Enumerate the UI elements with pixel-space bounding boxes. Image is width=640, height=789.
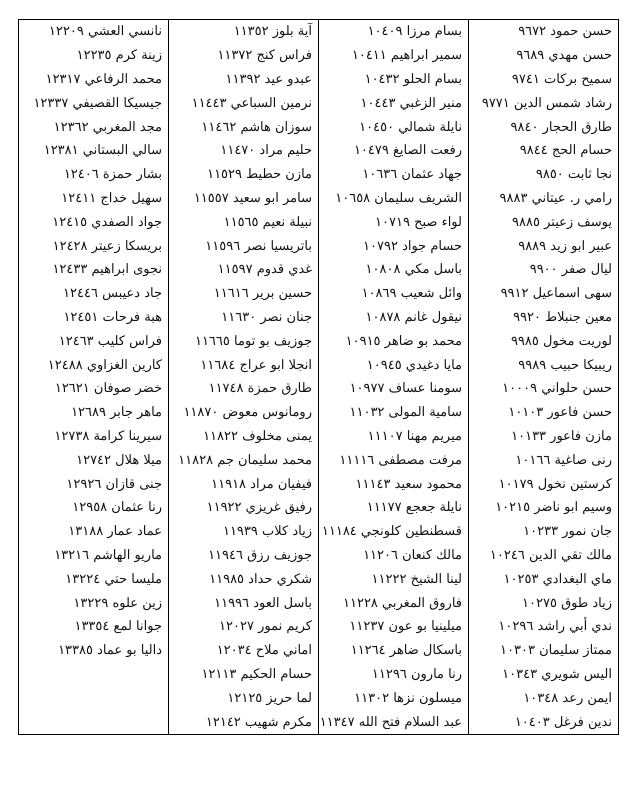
- entry-cell: ميلا هلال ١٢٧٤٢: [19, 448, 169, 472]
- entry-cell: حسن مهدي ٩٦٨٩: [469, 44, 619, 68]
- entry-cell: زينة كرم ١٢٢٣٥: [19, 44, 169, 68]
- table-row: [19, 68, 619, 92]
- table-row: [19, 91, 619, 115]
- entry-cell: سمير ابراهيم ١٠٤١١: [319, 44, 469, 68]
- entry-cell: لما حريز ١٢١٢٥: [169, 686, 319, 710]
- entry-cell: كرستين نخول ١٠١٧٩: [469, 472, 619, 496]
- table-row: [19, 472, 619, 496]
- entry-cell: عبير ابو زيد ٩٨٨٩: [469, 234, 619, 258]
- entry-cell: وائل شعيب ١٠٨٦٩: [319, 282, 469, 306]
- entry-cell: بشار حمزة ١٢٤٠٦: [19, 163, 169, 187]
- table-row: [19, 615, 619, 639]
- entry-cell: الشريف سليمان ١٠٦٥٨: [319, 187, 469, 211]
- entry-cell: باسكال ضاهر ١١٢٦٤: [319, 639, 469, 663]
- table-row: [19, 44, 619, 68]
- table-row: [19, 710, 619, 734]
- name-number-table: [18, 19, 619, 735]
- entry-cell: ممتاز سليمان ١٠٣٠٣: [469, 639, 619, 663]
- entry-cell: مليسا حتي ١٣٢٢٤: [19, 567, 169, 591]
- entry-cell: جاد دعيبس ١٢٤٤٦: [19, 282, 169, 306]
- entry-cell: نجوى ابراهيم ١٢٤٣٣: [19, 258, 169, 282]
- entry-cell: ندين فرغل ١٠٤٠٣: [469, 710, 619, 734]
- entry-cell: رنا عثمان ١٢٩٥٨: [19, 496, 169, 520]
- entry-cell: مالك كنعان ١١٢٠٦: [319, 544, 469, 568]
- entry-cell: خضر صوفان ١٢٦٢١: [19, 377, 169, 401]
- entry-cell: بريسكا زعيتر ١٢٤٢٨: [19, 234, 169, 258]
- entry-cell: شكري حداد ١١٩٨٥: [169, 567, 319, 591]
- entry-cell: فراس كنج ١١٣٧٢: [169, 44, 319, 68]
- entry-cell: رفعت الصايغ ١٠٤٧٩: [319, 139, 469, 163]
- entry-cell: مازن فاعور ١٠١٣٣: [469, 425, 619, 449]
- entry-cell: زين علوه ١٣٢٢٩: [19, 591, 169, 615]
- entry-cell: مايا دغيدي ١٠٩٤٥: [319, 353, 469, 377]
- table-row: [19, 591, 619, 615]
- entry-cell: ميلينيا بو عون ١١٢٣٧: [319, 615, 469, 639]
- entry-cell: محمد الرفاعي ١٢٣١٧: [19, 68, 169, 92]
- entry-cell: جنان نصر ١١٦٣٠: [169, 306, 319, 330]
- entry-cell: نبيلة نعيم ١١٥٦٥: [169, 210, 319, 234]
- entry-cell: ليال صفر ٩٩٠٠: [469, 258, 619, 282]
- entry-cell: سومنا عساف ١٠٩٧٧: [319, 377, 469, 401]
- entry-cell: رامي ر. عيتاني ٩٨٨٣: [469, 187, 619, 211]
- entry-cell: باسل العود ١١٩٩٦: [169, 591, 319, 615]
- entry-cell: رفيق غريزي ١١٩٢٢: [169, 496, 319, 520]
- table-row: [19, 329, 619, 353]
- entry-cell: وسيم ابو ناضر ١٠٢١٥: [469, 496, 619, 520]
- table-row: [19, 282, 619, 306]
- entry-cell: ايمن رعد ١٠٣٤٨: [469, 686, 619, 710]
- entry-cell: حسن حمود ٩٦٧٢: [469, 20, 619, 44]
- entry-cell: ماهر جابر ١٢٦٨٩: [19, 401, 169, 425]
- entry-cell: نايلة جعجع ١١١٧٧: [319, 496, 469, 520]
- entry-cell: نجا ثابت ٩٨٥٠: [469, 163, 619, 187]
- entry-cell: جواد الصفدي ١٢٤١٥: [19, 210, 169, 234]
- table-row: [19, 377, 619, 401]
- entry-cell: مالك تقي الدين ١٠٢٤٦: [469, 544, 619, 568]
- entry-cell: منير الزغبي ١٠٤٤٣: [319, 91, 469, 115]
- entry-cell: محمود سعيد ١١١٤٣: [319, 472, 469, 496]
- entry-cell: معين جنبلاط ٩٩٢٠: [469, 306, 619, 330]
- entry-cell: [19, 686, 169, 710]
- entry-cell: جان نمور ١٠٢٣٣: [469, 520, 619, 544]
- entry-cell: سامر ابو سعيد ١١٥٥٧: [169, 187, 319, 211]
- entry-cell: سوزان هاشم ١١٤٦٢: [169, 115, 319, 139]
- entry-cell: مازن حطيط ١١٥٢٩: [169, 163, 319, 187]
- table-row: [19, 115, 619, 139]
- entry-cell: ميريم مهنا ١١١٠٧: [319, 425, 469, 449]
- entry-cell: فاروق المغربي ١١٢٢٨: [319, 591, 469, 615]
- entry-cell: حسن فاعور ١٠١٠٣: [469, 401, 619, 425]
- entry-cell: عماد عمار ١٣١٨٨: [19, 520, 169, 544]
- entry-cell: عبد السلام فتح الله ١١٣٤٧: [319, 710, 469, 734]
- entry-cell: سهيل خداج ١٢٤١١: [19, 187, 169, 211]
- entry-cell: رشاد شمس الدين ٩٧٧١: [469, 91, 619, 115]
- entry-cell: جوزيف رزق ١١٩٤٦: [169, 544, 319, 568]
- table-row: [19, 520, 619, 544]
- entry-cell: آية بلوز ١١٣٥٢: [169, 20, 319, 44]
- table-row: [19, 425, 619, 449]
- entry-cell: سالي البستاني ١٢٣٨١: [19, 139, 169, 163]
- entry-cell: نرمين السباعي ١١٤٤٣: [169, 91, 319, 115]
- entry-cell: باتريسيا نصر ١١٥٩٦: [169, 234, 319, 258]
- entry-cell: مكرم شهيب ١٢١٤٢: [169, 710, 319, 734]
- entry-cell: لينا الشيخ ١١٢٢٢: [319, 567, 469, 591]
- table-row: [19, 686, 619, 710]
- table-row: [19, 663, 619, 687]
- table-row: [19, 448, 619, 472]
- entry-cell: ماريو الهاشم ١٣٢١٦: [19, 544, 169, 568]
- table-row: [19, 401, 619, 425]
- entry-cell: لوريت مخول ٩٩٨٥: [469, 329, 619, 353]
- entry-cell: حسام الحج ٩٨٤٤: [469, 139, 619, 163]
- entry-cell: سهى اسماعيل ٩٩١٢: [469, 282, 619, 306]
- entry-cell: زياد طوق ١٠٢٧٥: [469, 591, 619, 615]
- table-row: [19, 163, 619, 187]
- entry-cell: نيقول غانم ١٠٨٧٨: [319, 306, 469, 330]
- entry-cell: هبة فرحات ١٢٤٥١: [19, 306, 169, 330]
- table-row: [19, 187, 619, 211]
- entry-cell: حسين برير ١١٦١٦: [169, 282, 319, 306]
- entry-cell: سميح بركات ٩٧٤١: [469, 68, 619, 92]
- entry-cell: عبدو عيد ١١٣٩٢: [169, 68, 319, 92]
- entry-cell: رومانوس معوض ١١٨٧٠: [169, 401, 319, 425]
- entry-cell: فراس كليب ١٢٤٦٣: [19, 329, 169, 353]
- entry-cell: قسطنطين كلونجي ١١١٨٤: [319, 520, 469, 544]
- table-row: [19, 567, 619, 591]
- entry-cell: كريم نمور ١٢٠٢٧: [169, 615, 319, 639]
- entry-cell: ريبيكا حبيب ٩٩٨٩: [469, 353, 619, 377]
- table-row: [19, 258, 619, 282]
- table-row: [19, 353, 619, 377]
- entry-cell: جنى قازان ١٢٩٢٦: [19, 472, 169, 496]
- table-body: [19, 20, 619, 735]
- entry-cell: ماي البغدادي ١٠٢٥٣: [469, 567, 619, 591]
- entry-cell: رنى صاغية ١٠١٦٦: [469, 448, 619, 472]
- entry-cell: [19, 663, 169, 687]
- table-row: [19, 139, 619, 163]
- entry-cell: يمنى مخلوف ١١٨٢٢: [169, 425, 319, 449]
- entry-cell: يوسف زعيتر ٩٨٨٥: [469, 210, 619, 234]
- entry-cell: سيرينا كرامة ١٢٧٣٨: [19, 425, 169, 449]
- entry-cell: لواء صبح ١٠٧١٩: [319, 210, 469, 234]
- entry-cell: غدي قدوم ١١٥٩٧: [169, 258, 319, 282]
- entry-cell: ميسلون نزها ١١٣٠٢: [319, 686, 469, 710]
- entry-cell: داليا بو عماد ١٣٣٨٥: [19, 639, 169, 663]
- entry-cell: جهاد عثمان ١٠٦٣٦: [319, 163, 469, 187]
- table-row: [19, 639, 619, 663]
- entry-cell: [19, 710, 169, 734]
- table-row: [19, 306, 619, 330]
- entry-cell: فيفيان مراد ١١٩١٨: [169, 472, 319, 496]
- entry-cell: مرفت مصطفى ١١١١٦: [319, 448, 469, 472]
- entry-cell: ندي أبي راشد ١٠٢٩٦: [469, 615, 619, 639]
- entry-cell: نايلة شمالي ١٠٤٥٠: [319, 115, 469, 139]
- entry-cell: جيسيكا القصيفي ١٢٣٣٧: [19, 91, 169, 115]
- entry-cell: جوزيف بو توما ١١٦٦٥: [169, 329, 319, 353]
- entry-cell: حسام الحكيم ١٢١١٣: [169, 663, 319, 687]
- entry-cell: كارين الغزاوي ١٢٤٨٨: [19, 353, 169, 377]
- entry-cell: محمد سليمان جم ١١٨٢٨: [169, 448, 319, 472]
- entry-cell: مجد المغربي ١٢٣٦٢: [19, 115, 169, 139]
- entry-cell: بسام الحلو ١٠٤٣٢: [319, 68, 469, 92]
- entry-cell: حليم مراد ١١٤٧٠: [169, 139, 319, 163]
- entry-cell: زياد كلاب ١١٩٣٩: [169, 520, 319, 544]
- table-row: [19, 544, 619, 568]
- entry-cell: نانسي العشي ١٢٢٠٩: [19, 20, 169, 44]
- entry-cell: انجلا ابو عراج ١١٦٨٤: [169, 353, 319, 377]
- entry-cell: رنا مارون ١١٢٩٦: [319, 663, 469, 687]
- entry-cell: حسام جواد ١٠٧٩٢: [319, 234, 469, 258]
- table-row: [19, 496, 619, 520]
- table-row: [19, 210, 619, 234]
- entry-cell: سامية المولى ١١٠٣٢: [319, 401, 469, 425]
- entry-cell: اليس شويري ١٠٣٤٣: [469, 663, 619, 687]
- entry-cell: طارق حمزة ١١٧٤٨: [169, 377, 319, 401]
- table-row: [19, 20, 619, 44]
- entry-cell: حسن حلواني ١٠٠٠٩: [469, 377, 619, 401]
- entry-cell: طارق الحجار ٩٨٤٠: [469, 115, 619, 139]
- entry-cell: محمد بو ضاهر ١٠٩١٥: [319, 329, 469, 353]
- entry-cell: بسام مرزا ١٠٤٠٩: [319, 20, 469, 44]
- table-row: [19, 234, 619, 258]
- entry-cell: جوانا لمع ١٣٣٥٤: [19, 615, 169, 639]
- entry-cell: اماني ملاح ١٢٠٣٤: [169, 639, 319, 663]
- entry-cell: باسل مكي ١٠٨٠٨: [319, 258, 469, 282]
